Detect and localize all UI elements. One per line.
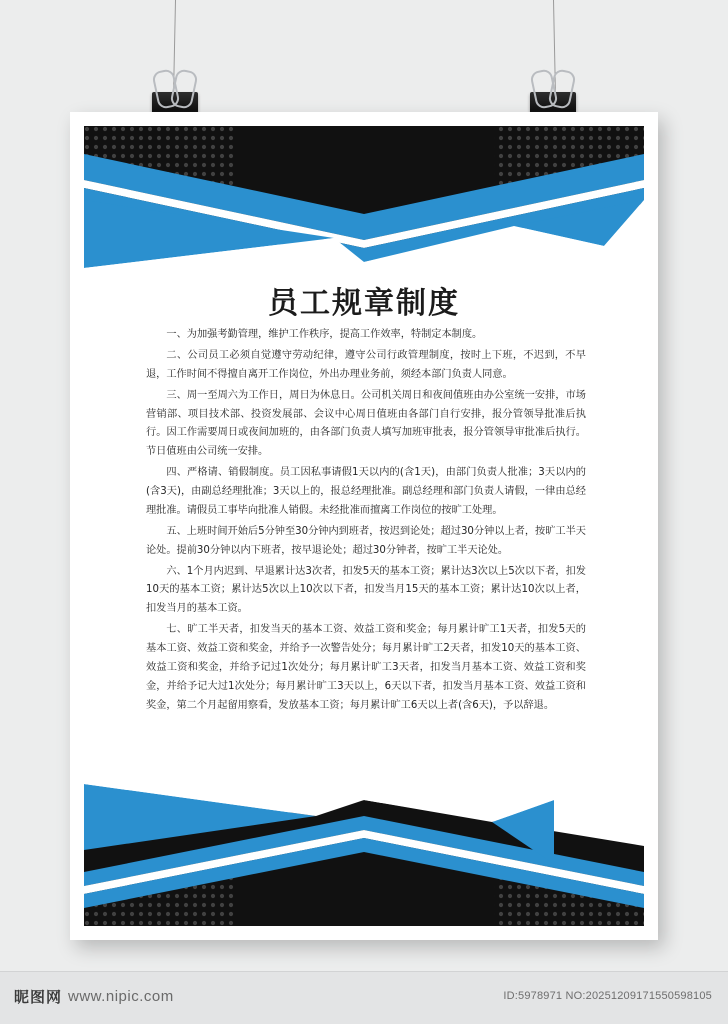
paragraph: 六、1个月内迟到、早退累计达3次者，扣发5天的基本工资；累计达3次以上5次以下者，扣发10天的基本工资；累计达5次以上10次以下者，扣发当月15天的基本工资；累计达10次以上者，扣发当月的基本工资。 — [146, 565, 586, 615]
site-url: www.nipic.com — [68, 988, 174, 1005]
paragraph: 五、上班时间开始后5分钟至30分钟内到班者，按迟到论处；超过30分钟以上者，按旷工半天论处。提前30分钟以内下班者，按早退论处；超过30分钟者，按旷工半天论处。 — [146, 525, 586, 556]
site-branding — [14, 986, 174, 1007]
poster — [70, 112, 658, 940]
asset-meta: ID:5978971 NO:20251209171550598105 — [503, 990, 712, 1002]
regulations-body — [146, 326, 586, 718]
paragraph: 七、旷工半天者，扣发当天的基本工资、效益工资和奖金；每月累计旷工1天者，扣发5天的基本工资、效益工资和奖金，并给予一次警告处分；每月累计旷工2天者，扣发10天的基本工资、效益工资和奖金，并给予记过1次处分；每月累计旷工3天者，扣发当月基本工资、效益工资和奖金，并给予记大过1次处分；每月累计旷工3天以上，6天以下者，扣发当月基本工资、效益工资和奖金，第二个月起留用察看，发放基本工资；每月累计旷工6天以上者(含6天)，予以辞退。 — [146, 624, 586, 711]
paragraph: 二、公司员工必须自觉遵守劳动纪律，遵守公司行政管理制度，按时上下班，不迟到，不早退，工作时间不得擅自离开工作岗位，外出办理业务前，须经本部门负责人同意。 — [146, 349, 586, 380]
paragraph: 三、周一至周六为工作日，周日为休息日。公司机关周日和夜间值班由办公室统一安排，市场营销部、项目技术部、投资发展部、会议中心周日值班由各部门自行安排，报分管领导批准后执行。因工作需要周日或夜间加班的，由各部门负责人填写加班审批表，报分管领导审批准后执行。节日值班由公司统一安排。 — [146, 389, 586, 458]
paragraph: 四、严格请、销假制度。员工因私事请假1天以内的(含1天)，由部门负责人批准；3天以内的(含3天)，由副总经理批准；3天以上的，报总经理批准。副总经理和部门负责人请假，一律由总经理批准。请假员工事毕向批准人销假。未经批准而擅离工作岗位的按旷工处理。 — [146, 467, 586, 516]
top-decoration-graphic — [84, 126, 644, 271]
poster-sheet — [84, 126, 644, 926]
bottom-decoration — [84, 776, 644, 926]
top-decoration — [84, 126, 644, 271]
paragraph: 一、为加强考勤管理，维护工作秩序，提高工作效率，特制定本制度。 — [166, 329, 483, 340]
bottom-decoration-graphic — [84, 776, 644, 926]
page-title: 员工规章制度 — [268, 286, 460, 321]
hanging-apparatus — [0, 0, 728, 130]
site-logo-text: 昵图网 — [14, 988, 63, 1006]
watermark-footer — [0, 971, 728, 1024]
